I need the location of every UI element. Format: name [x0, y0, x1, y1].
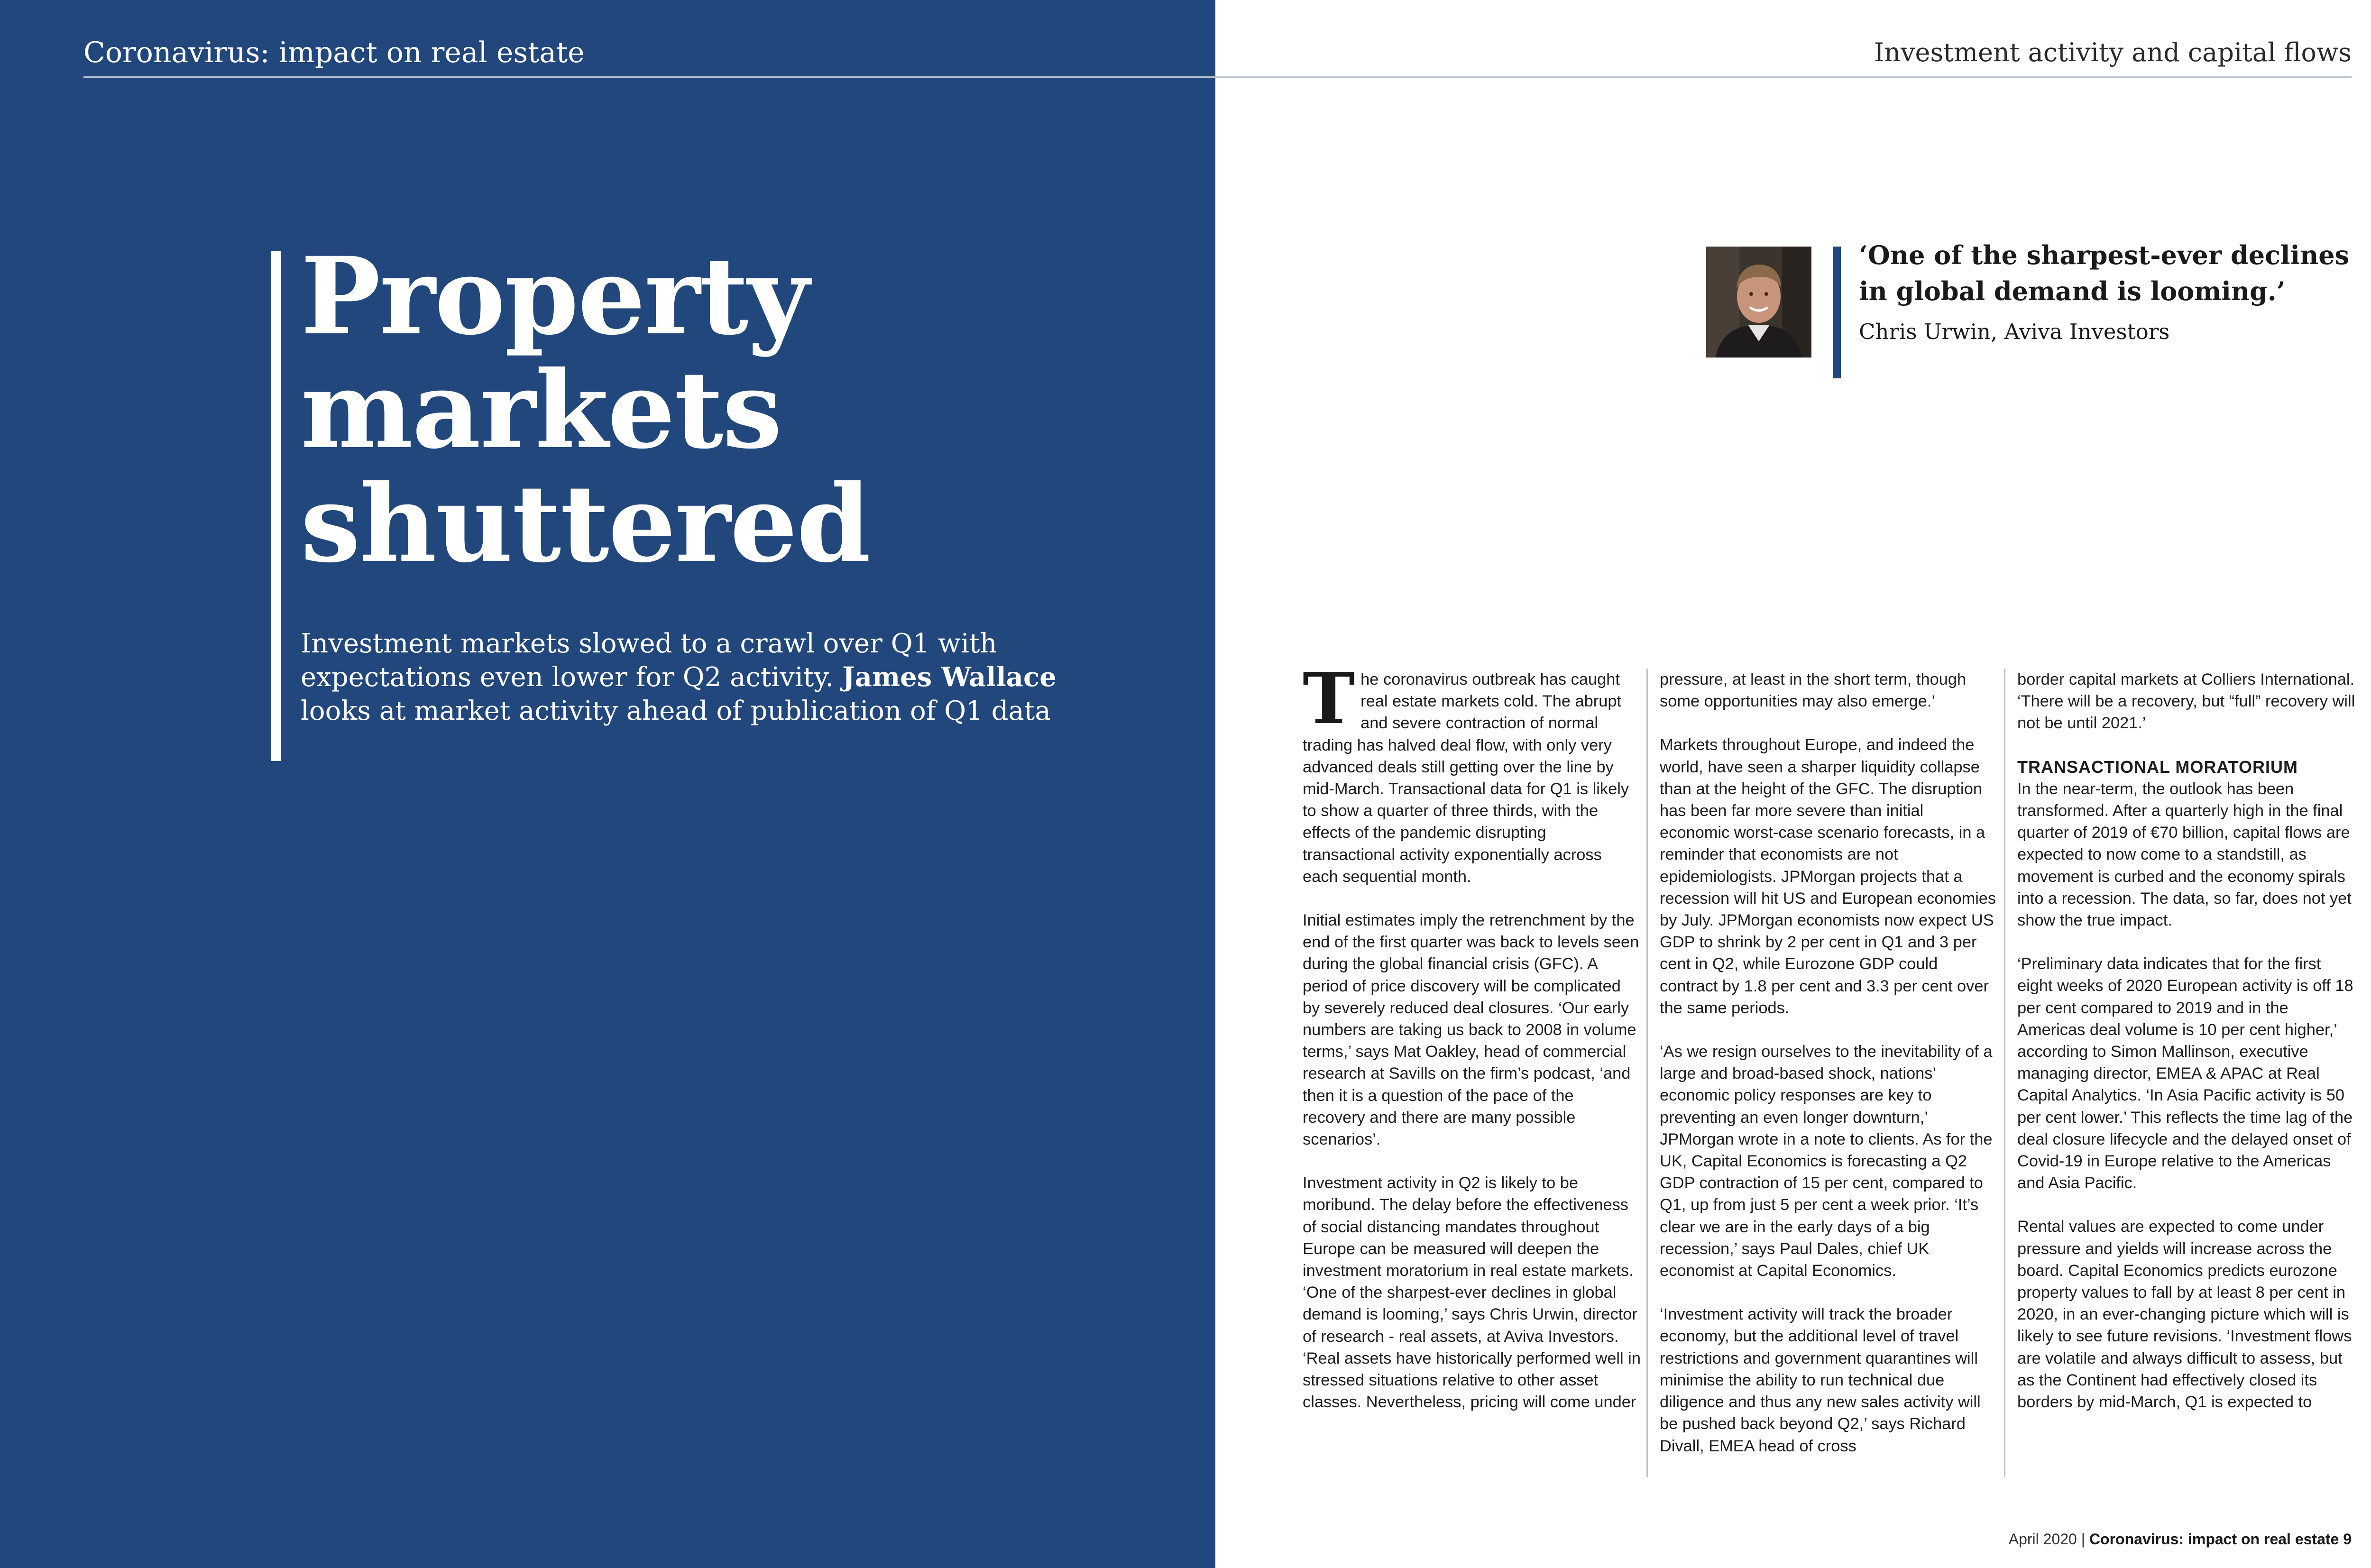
column-divider-2: [2004, 669, 2005, 1477]
paragraph: [1303, 669, 1641, 888]
paragraph: ‘Preliminary data indicates that for the first eight weeks of 2020 European activity is off 18 per cent compared to 2019 and in the Americas deal volume is 10 per cent higher,’ according to Simon Mallinson, executive managing director, EMEA & APAC at Real Capital Analytics. ‘In Asia Pacific activity is 50 per cent lower.’ This reflects the time lag of the deal closure lifecycle and the delayed onset of Covid-19 in Europe relative to the Americas and Asia Pacific.: [2017, 955, 2353, 1192]
paragraph-text: he coronavirus outbreak has caught real estate markets cold. The abrupt and severe contraction of normal trading has halved deal flow, with only very advanced deals still getting over the line by mid-March. Transactional data for Q1 is likely to show a quarter of three thirds, with the effects of the pandemic disrupting transactional activity exponentially across each sequential month.: [1303, 670, 1629, 886]
pull-quote: ‘One of the sharpest-ever declines in global demand is looming.’: [1859, 240, 2350, 306]
paragraph: border capital markets at Colliers International. ‘There will be a recovery, but “full” recovery will not be until 2021.’: [2017, 670, 2355, 733]
standfirst: [301, 627, 1083, 728]
paragraph: ‘As we resign ourselves to the inevitability of a large and broad-based shock, nations’ economic policy responses are key to preventing an even longer downturn,’ JPMorgan wrote in a note to clients. As for the UK, Capital Economics is forecasting a Q2 GDP contraction of 15 per cent, compared to Q1, up from just 5 per cent a week prior. ‘It’s clear we are in the early days of a big recession,’ says Paul Dales, chief UK economist at Capital Economics.: [1660, 1043, 1993, 1280]
paragraph: [2017, 756, 2355, 932]
paragraph: Markets throughout Europe, and indeed the world, have seen a sharper liquidity collapse than at the height of the GFC. The disruption has been far more severe than initial economic worst-case scenario forecasts, in a reminder that economists are not epidemiologists. JPMorgan projects that a recession will hit US and European economies by July. JPMorgan economists now expect US GDP to shrink by 2 per cent in Q1 and 3 per cent in Q2, while Eurozone GDP could contract by 1.8 per cent and 3.3 per cent over the same periods.: [1660, 736, 1996, 1017]
paragraph: pressure, at least in the short term, though some opportunities may also emerge.’: [1660, 670, 1967, 711]
author-name: James Wallace: [842, 661, 1057, 693]
paragraph: ‘One of the sharpest-ever declines in global demand is looming,’ says Chris Urwin, director of research - real assets, at Aviva Investors. ‘Real assets have historically performed well in stressed situations relative to other asset classes. Nevertheless, pricing will come under: [1303, 1284, 1641, 1412]
section-header-left: Coronavirus: impact on real estate: [83, 36, 585, 69]
title-line-1: Property: [301, 234, 809, 358]
footer-publication: Coronavirus: impact on real estate: [2089, 1531, 2339, 1548]
subheading: TRANSACTIONAL MORATORIUM: [2017, 757, 2298, 777]
column-divider-1: [1646, 669, 1648, 1477]
paragraph: Investment activity in Q2 is likely to be moribund. The delay before the effectiveness of social distancing mandates throughout Europe can be measured will deepen the investment moratorium in real estate markets.: [1303, 1174, 1634, 1280]
person-photo-icon: [1706, 247, 1811, 358]
paragraph: Initial estimates imply the retrenchment by the end of the first quarter was back to levels seen during the global financial crisis (GFC). A period of price discovery will be complicated by severely reduced deal closures. ‘Our early numbers are taking us back to 2008 in volume terms,’ says Mat Oakley, head of commercial research at Savills on the firm’s podcast, ‘and then it is a question of the pace of the recovery and there are many possible scenarios’.: [1303, 911, 1639, 1149]
title-accent-bar: [271, 251, 281, 761]
title-line-3: shuttered: [301, 461, 870, 586]
paragraph: ‘Investment activity will track the broader economy, but the additional level of travel restrictions and government quarantines will minimise the ability to run technical due diligence and thus any new sales activity will be pushed back beyond Q2,’ says Richard Divall, EMEA head of cross: [1660, 1305, 1981, 1455]
article-column-3: [2017, 669, 2355, 1479]
section-header-right: Investment activity and capital flows: [1874, 37, 2352, 67]
portrait-photo: [1706, 247, 1811, 358]
pull-quote-attribution: Chris Urwin, Aviva Investors: [1859, 319, 2170, 344]
page-number: 9: [2343, 1531, 2352, 1548]
quote-accent-bar: [1833, 247, 1841, 378]
article-column-1: [1303, 669, 1641, 1479]
paragraph: Rental values are expected to come under pressure and yields will increase across the board. Capital Economics predicts eurozone property values to fall by at least 8 per cent in 2020, in an ever-changing picture which will is likely to see future revisions. ‘Investment flows are volatile and always difficult to assess, but as the Continent had effectively closed its borders by mid-March, Q1 is expected to: [2017, 1218, 2352, 1412]
paragraph-text: In the near-term, the outlook has been transformed. After a quarterly high in the final quarter of 2019 of €70 billion, capital flows are expected to now come to a standstill, as movement is curbed and the economy spirals into a recession. The data, so far, does not yet show the true impact.: [2017, 779, 2352, 930]
standfirst-rest: looks at market activity ahead of publication of Q1 data: [301, 696, 1051, 726]
header-rule: [83, 76, 2352, 78]
article-column-2: [1660, 669, 1998, 1479]
title-line-2: markets: [301, 348, 781, 472]
standfirst-intro: Investment markets slowed to a crawl over Q1 with expectations even lower for Q2 activity.: [301, 628, 997, 693]
footer-date: April 2020 |: [2008, 1531, 2086, 1548]
page-footer: [2009, 1531, 2352, 1548]
drop-cap: T: [1303, 669, 1355, 740]
page-title: [301, 234, 1107, 586]
